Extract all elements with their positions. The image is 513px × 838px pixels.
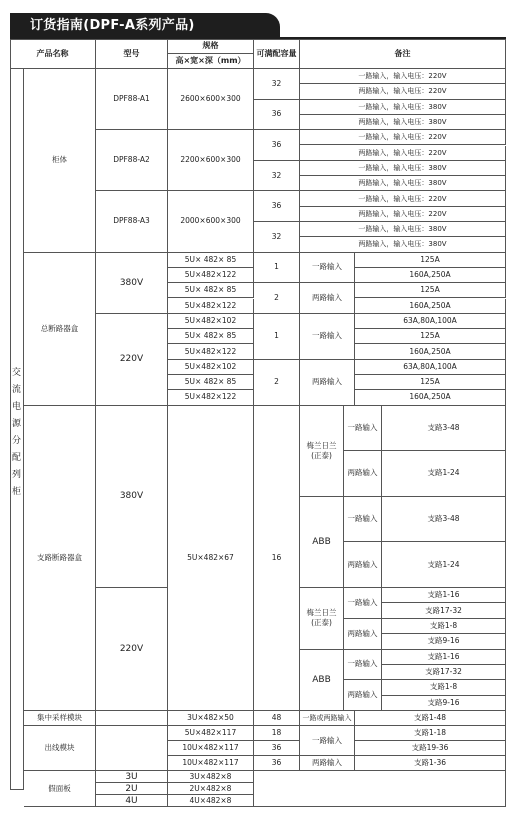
branch-breaker-capacity: 16: [254, 406, 300, 711]
group-label-text: 交流电源分配列柜: [11, 368, 21, 497]
cabinet-note: 一路输入，输入电压：220V: [300, 191, 506, 206]
branch-breaker-name: 支路断路器盒: [24, 406, 96, 711]
branch-breaker-brand: ABB: [300, 650, 344, 712]
branch-breaker-voltage: 380V: [96, 406, 168, 588]
output-module-input2: 两路输入: [300, 756, 355, 771]
page-title: 订货指南(DPF-A系列产品): [30, 18, 195, 33]
header-model: 型号: [96, 39, 168, 69]
cabinet-note: 两路输入，输入电压：380V: [300, 237, 506, 252]
branch-breaker-input: 一路输入: [344, 406, 382, 452]
branch-breaker-input: 两路输入: [344, 680, 382, 711]
sampling-module-input: 一路或两路输入: [300, 711, 355, 726]
main-breaker-spec: 5U×482×122: [168, 390, 254, 405]
branch-breaker-input: 一路输入: [344, 588, 382, 619]
main-breaker-spec: 5U×482×102: [168, 360, 254, 375]
output-module-spec: 10U×482×117: [168, 756, 254, 771]
cabinet-capacity: 32: [254, 222, 300, 253]
output-module-spec: 5U×482×117: [168, 726, 254, 741]
output-module-note: 支路1-36: [355, 756, 506, 771]
header-product-name: 产品名称: [10, 39, 96, 69]
main-breaker-spec: 5U× 482× 85: [168, 329, 254, 344]
branch-breaker-spec: 5U×482×67: [168, 406, 254, 711]
main-breaker-spec: 5U×482×122: [168, 344, 254, 359]
output-module-capacity: 36: [254, 741, 300, 756]
cabinet-note: 一路输入，输入电压：380V: [300, 161, 506, 176]
fake-panel-blank: [254, 771, 506, 807]
branch-breaker-input: 一路输入: [344, 650, 382, 681]
group-label-ac-distribution: [10, 69, 24, 790]
header-spec: 规格: [168, 39, 254, 54]
main-breaker-note: 63A,80A,100A: [355, 360, 506, 375]
main-breaker-input: 两路输入: [300, 283, 355, 314]
cabinet-name: 柜体: [24, 69, 96, 253]
branch-breaker-branch: 支路1-8: [382, 619, 506, 634]
main-breaker-input: 一路输入: [300, 253, 355, 284]
branch-breaker-branch: 支路1-16: [382, 650, 506, 665]
fake-panel-model: 4U: [96, 795, 168, 807]
header-notes: 备注: [300, 39, 506, 69]
cabinet-capacity: 36: [254, 130, 300, 161]
fake-panel-name: 假面板: [24, 771, 96, 807]
branch-breaker-input: 两路输入: [344, 619, 382, 650]
cabinet-model: DPF88-A1: [96, 69, 168, 130]
sampling-module-spec: 3U×482×50: [168, 711, 254, 726]
fake-panel-spec: 2U×482×8: [168, 783, 254, 795]
main-breaker-voltage: 380V: [96, 253, 168, 314]
main-breaker-capacity: 1: [254, 314, 300, 360]
main-breaker-note: 125A: [355, 283, 506, 298]
main-breaker-spec: 5U× 482× 85: [168, 283, 254, 298]
branch-breaker-input: 两路输入: [344, 542, 382, 588]
branch-breaker-branch: 支路3-48: [382, 497, 506, 543]
branch-breaker-branch: 支路17-32: [382, 603, 506, 618]
fake-panel-spec: 4U×482×8: [168, 795, 254, 807]
sampling-module-note: 支路1-48: [355, 711, 506, 726]
main-breaker-note: 160A,250A: [355, 268, 506, 283]
branch-breaker-branch: 支路17-32: [382, 665, 506, 680]
cabinet-model: DPF88-A2: [96, 130, 168, 191]
sampling-module-name: 集中采样模块: [24, 711, 96, 726]
cabinet-capacity: 32: [254, 161, 300, 192]
cabinet-note: 两路输入，输入电压：380V: [300, 115, 506, 130]
main-breaker-note: 63A,80A,100A: [355, 314, 506, 329]
output-module-capacity: 18: [254, 726, 300, 741]
branch-breaker-input: 一路输入: [344, 497, 382, 543]
branch-breaker-brand: ABB: [300, 497, 344, 588]
branch-breaker-brand: 梅兰日兰 (正泰): [300, 588, 344, 650]
branch-breaker-branch: 支路9-16: [382, 696, 506, 711]
main-breaker-input: 两路输入: [300, 360, 355, 406]
cabinet-note: 一路输入，输入电压：380V: [300, 100, 506, 115]
main-breaker-note: 125A: [355, 253, 506, 268]
header-capacity: 可满配容量: [254, 39, 300, 69]
output-module-note: 支路1-18: [355, 726, 506, 741]
cabinet-spec: 2600×600×300: [168, 69, 254, 130]
fake-panel-model: 3U: [96, 771, 168, 783]
main-breaker-note: 160A,250A: [355, 390, 506, 405]
cabinet-note: 两路输入，输入电压：380V: [300, 176, 506, 191]
cabinet-capacity: 32: [254, 69, 300, 100]
sampling-module-model: [96, 711, 168, 726]
branch-breaker-branch: 支路3-48: [382, 406, 506, 452]
main-breaker-spec: 5U×482×102: [168, 314, 254, 329]
branch-breaker-branch: 支路1-24: [382, 451, 506, 497]
output-module-input: 一路输入: [300, 726, 355, 756]
output-module-name: 出线模块: [24, 726, 96, 771]
main-breaker-note: 160A,250A: [355, 344, 506, 359]
main-breaker-note: 125A: [355, 329, 506, 344]
cabinet-spec: 2200×600×300: [168, 130, 254, 191]
cabinet-model: DPF88-A3: [96, 191, 168, 252]
branch-breaker-branch: 支路1-16: [382, 588, 506, 603]
main-breaker-voltage: 220V: [96, 314, 168, 406]
cabinet-capacity: 36: [254, 191, 300, 222]
fake-panel-model: 2U: [96, 783, 168, 795]
main-breaker-spec: 5U× 482× 85: [168, 375, 254, 390]
branch-breaker-voltage: 220V: [96, 588, 168, 711]
cabinet-note: 一路输入，输入电压：220V: [300, 130, 506, 145]
main-breaker-spec: 5U×482×122: [168, 299, 254, 314]
main-breaker-spec: 5U×482×122: [168, 268, 254, 283]
main-breaker-capacity: 1: [254, 253, 300, 284]
main-breaker-input: 一路输入: [300, 314, 355, 360]
branch-breaker-branch: 支路9-16: [382, 634, 506, 649]
table-top-border: [10, 39, 506, 40]
output-module-spec: 10U×482×117: [168, 741, 254, 756]
cabinet-note: 一路输入，输入电压：380V: [300, 222, 506, 237]
main-breaker-note: 125A: [355, 375, 506, 390]
fake-panel-spec: 3U×482×8: [168, 771, 254, 783]
branch-breaker-branch: 支路1-8: [382, 680, 506, 695]
cabinet-capacity: 36: [254, 100, 300, 131]
branch-breaker-brand: 梅兰日兰 (正泰): [300, 406, 344, 497]
cabinet-note: 两路输入，输入电压：220V: [300, 146, 506, 161]
main-breaker-note: 160A,250A: [355, 299, 506, 314]
output-module-note: 支路19-36: [355, 741, 506, 756]
header-spec-sub: 高×宽×深（mm）: [168, 54, 254, 69]
main-breaker-capacity: 2: [254, 360, 300, 406]
output-module-capacity: 36: [254, 756, 300, 771]
table-left-border: [10, 39, 11, 790]
cabinet-note: 两路输入，输入电压：220V: [300, 207, 506, 222]
output-module-model: [96, 726, 168, 771]
main-breaker-spec: 5U× 482× 85: [168, 253, 254, 268]
main-breaker-name: 总断路器盒: [24, 253, 96, 406]
cabinet-note: 两路输入，输入电压：220V: [300, 84, 506, 99]
main-breaker-capacity: 2: [254, 283, 300, 314]
branch-breaker-input: 两路输入: [344, 451, 382, 497]
branch-breaker-branch: 支路1-24: [382, 542, 506, 588]
sampling-module-capacity: 48: [254, 711, 300, 726]
cabinet-spec: 2000×600×300: [168, 191, 254, 252]
cabinet-note: 一路输入，输入电压：220V: [300, 69, 506, 84]
